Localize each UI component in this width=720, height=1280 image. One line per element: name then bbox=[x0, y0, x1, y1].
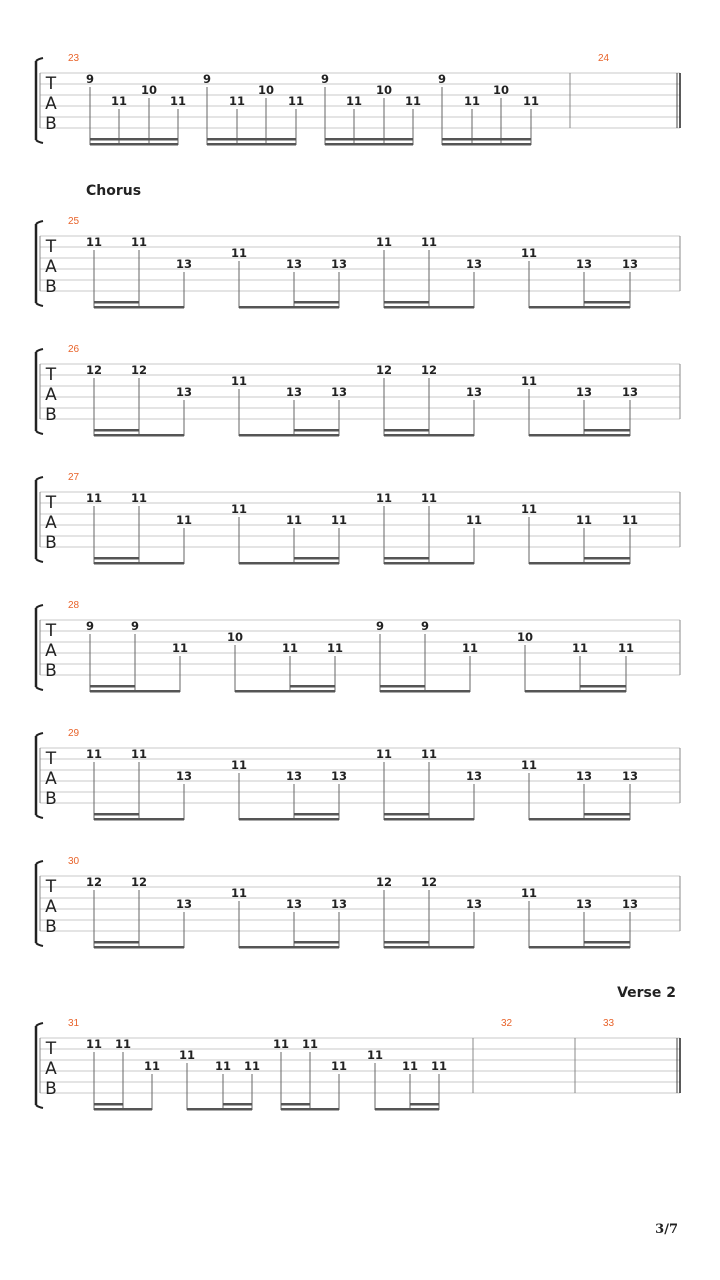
beam-secondary bbox=[584, 429, 630, 432]
fret-number: 13 bbox=[330, 257, 348, 271]
measure-number: 27 bbox=[68, 472, 80, 483]
beam-secondary bbox=[384, 301, 429, 304]
fret-number: 11 bbox=[230, 886, 248, 900]
fret-number: 13 bbox=[575, 385, 593, 399]
fret-number: 11 bbox=[330, 513, 348, 527]
beam-secondary bbox=[94, 1103, 123, 1106]
beam-primary bbox=[442, 143, 531, 146]
fret-number: 11 bbox=[230, 758, 248, 772]
measure-number: 31 bbox=[68, 1018, 80, 1029]
beam-secondary bbox=[94, 813, 139, 816]
fret-number: 10 bbox=[375, 83, 393, 97]
fret-number: 13 bbox=[175, 385, 193, 399]
fret-number: 9 bbox=[375, 619, 385, 633]
fret-number: 11 bbox=[345, 94, 363, 108]
fret-number: 11 bbox=[85, 491, 103, 505]
fret-number: 12 bbox=[130, 875, 148, 889]
beam-primary bbox=[281, 1108, 339, 1111]
fret-number: 12 bbox=[375, 363, 393, 377]
fret-number: 11 bbox=[520, 374, 538, 388]
tab-clef-letter: B bbox=[45, 277, 57, 297]
fret-number: 11 bbox=[214, 1059, 232, 1073]
tab-clef-letter: T bbox=[45, 74, 57, 94]
measure-number: 28 bbox=[68, 600, 80, 611]
fret-number: 9 bbox=[85, 72, 95, 86]
fret-number: 10 bbox=[140, 83, 158, 97]
fret-number: 11 bbox=[171, 641, 189, 655]
beam-primary bbox=[94, 434, 184, 437]
fret-number: 12 bbox=[375, 875, 393, 889]
fret-number: 11 bbox=[326, 641, 344, 655]
measure-number: 29 bbox=[68, 728, 80, 739]
beam-secondary bbox=[281, 1103, 310, 1106]
fret-number: 13 bbox=[330, 897, 348, 911]
bracket-hook-top bbox=[36, 349, 43, 352]
beam-primary bbox=[529, 946, 630, 949]
fret-number: 11 bbox=[401, 1059, 419, 1073]
fret-number: 11 bbox=[169, 94, 187, 108]
tab-clef-letter: T bbox=[45, 1039, 57, 1059]
beam-primary bbox=[94, 946, 184, 949]
tab-clef-letter: T bbox=[45, 621, 57, 641]
beam-primary bbox=[384, 818, 474, 821]
beam-primary bbox=[90, 690, 180, 693]
fret-number: 11 bbox=[463, 94, 481, 108]
fret-number: 11 bbox=[272, 1037, 290, 1051]
fret-number: 13 bbox=[575, 897, 593, 911]
fret-number: 9 bbox=[130, 619, 140, 633]
fret-number: 13 bbox=[465, 769, 483, 783]
beam-primary bbox=[239, 818, 339, 821]
bracket-hook-bottom bbox=[36, 140, 43, 143]
tab-clef-letter: A bbox=[45, 513, 57, 533]
section-label: Chorus bbox=[86, 183, 142, 199]
bracket-hook-top bbox=[36, 58, 43, 61]
fret-number: 9 bbox=[202, 72, 212, 86]
fret-number: 10 bbox=[492, 83, 510, 97]
beam-secondary bbox=[94, 301, 139, 304]
fret-number: 13 bbox=[285, 897, 303, 911]
fret-number: 9 bbox=[85, 619, 95, 633]
fret-number: 13 bbox=[575, 769, 593, 783]
beam-secondary bbox=[294, 301, 339, 304]
fret-number: 13 bbox=[575, 257, 593, 271]
beam-secondary bbox=[207, 138, 296, 141]
beam-primary bbox=[325, 143, 413, 146]
fret-number: 11 bbox=[130, 235, 148, 249]
tab-clef-letter: T bbox=[45, 237, 57, 257]
tab-clef-letter: A bbox=[45, 641, 57, 661]
fret-number: 12 bbox=[420, 875, 438, 889]
fret-number: 11 bbox=[420, 235, 438, 249]
fret-number: 11 bbox=[520, 758, 538, 772]
fret-number: 11 bbox=[571, 641, 589, 655]
tab-clef-letter: A bbox=[45, 257, 57, 277]
bracket-hook-bottom bbox=[36, 431, 43, 434]
beam-primary bbox=[384, 306, 474, 309]
beam-primary bbox=[187, 1108, 252, 1111]
beam-secondary bbox=[325, 138, 413, 141]
bracket-hook-top bbox=[36, 221, 43, 224]
bracket-hook-bottom bbox=[36, 687, 43, 690]
fret-number: 13 bbox=[285, 385, 303, 399]
fret-number: 11 bbox=[366, 1048, 384, 1062]
fret-number: 13 bbox=[465, 257, 483, 271]
bracket-hook-top bbox=[36, 1023, 43, 1026]
fret-number: 11 bbox=[522, 94, 540, 108]
beam-secondary bbox=[442, 138, 531, 141]
beam-primary bbox=[384, 434, 474, 437]
fret-number: 11 bbox=[375, 235, 393, 249]
fret-number: 13 bbox=[621, 769, 639, 783]
fret-number: 13 bbox=[465, 897, 483, 911]
fret-number: 10 bbox=[226, 630, 244, 644]
measure-number: 24 bbox=[598, 53, 610, 64]
fret-number: 11 bbox=[330, 1059, 348, 1073]
beam-primary bbox=[239, 562, 339, 565]
beam-secondary bbox=[380, 685, 425, 688]
beam-primary bbox=[529, 306, 630, 309]
fret-number: 11 bbox=[375, 491, 393, 505]
beam-primary bbox=[94, 562, 184, 565]
beam-secondary bbox=[294, 941, 339, 944]
section-label: Verse 2 bbox=[617, 985, 676, 1001]
bracket-hook-top bbox=[36, 477, 43, 480]
beam-primary bbox=[94, 306, 184, 309]
fret-number: 11 bbox=[285, 513, 303, 527]
beam-secondary bbox=[384, 941, 429, 944]
fret-number: 10 bbox=[516, 630, 534, 644]
fret-number: 11 bbox=[85, 747, 103, 761]
fret-number: 12 bbox=[85, 363, 103, 377]
fret-number: 12 bbox=[85, 875, 103, 889]
tab-clef-letter: T bbox=[45, 365, 57, 385]
fret-number: 13 bbox=[175, 257, 193, 271]
tab-clef-letter: A bbox=[45, 94, 57, 114]
beam-secondary bbox=[410, 1103, 439, 1106]
beam-primary bbox=[239, 434, 339, 437]
beam-primary bbox=[525, 690, 626, 693]
tab-clef-letter: B bbox=[45, 1079, 57, 1099]
beam-primary bbox=[375, 1108, 439, 1111]
fret-number: 11 bbox=[85, 1037, 103, 1051]
fret-number: 13 bbox=[330, 385, 348, 399]
fret-number: 11 bbox=[420, 747, 438, 761]
bracket-hook-bottom bbox=[36, 943, 43, 946]
fret-number: 11 bbox=[375, 747, 393, 761]
fret-number: 11 bbox=[621, 513, 639, 527]
beam-primary bbox=[235, 690, 335, 693]
fret-number: 11 bbox=[465, 513, 483, 527]
tab-clef-letter: T bbox=[45, 749, 57, 769]
beam-secondary bbox=[580, 685, 626, 688]
measure-number: 23 bbox=[68, 53, 80, 64]
beam-secondary bbox=[223, 1103, 252, 1106]
fret-number: 11 bbox=[520, 886, 538, 900]
fret-number: 11 bbox=[301, 1037, 319, 1051]
tab-clef-letter: B bbox=[45, 114, 57, 134]
beam-secondary bbox=[290, 685, 335, 688]
tab-clef-letter: B bbox=[45, 789, 57, 809]
tab-clef-letter: T bbox=[45, 877, 57, 897]
beam-secondary bbox=[94, 941, 139, 944]
fret-number: 13 bbox=[621, 897, 639, 911]
fret-number: 13 bbox=[621, 257, 639, 271]
bracket-hook-bottom bbox=[36, 303, 43, 306]
beam-secondary bbox=[90, 138, 178, 141]
beam-secondary bbox=[384, 813, 429, 816]
beam-primary bbox=[239, 306, 339, 309]
fret-number: 11 bbox=[85, 235, 103, 249]
fret-number: 11 bbox=[617, 641, 635, 655]
tab-clef-letter: A bbox=[45, 897, 57, 917]
bracket-hook-top bbox=[36, 733, 43, 736]
tab-clef-letter: A bbox=[45, 385, 57, 405]
fret-number: 12 bbox=[130, 363, 148, 377]
measure-number: 32 bbox=[501, 1018, 513, 1029]
beam-primary bbox=[380, 690, 470, 693]
bracket-hook-top bbox=[36, 861, 43, 864]
beam-primary bbox=[529, 434, 630, 437]
fret-number: 12 bbox=[420, 363, 438, 377]
tab-clef-letter: A bbox=[45, 769, 57, 789]
tab-clef-letter: T bbox=[45, 493, 57, 513]
beam-primary bbox=[94, 818, 184, 821]
fret-number: 11 bbox=[520, 246, 538, 260]
bracket-hook-bottom bbox=[36, 1105, 43, 1108]
fret-number: 11 bbox=[281, 641, 299, 655]
bracket-hook-bottom bbox=[36, 559, 43, 562]
fret-number: 11 bbox=[130, 491, 148, 505]
fret-number: 11 bbox=[404, 94, 422, 108]
beam-secondary bbox=[294, 557, 339, 560]
fret-number: 11 bbox=[230, 502, 248, 516]
beam-secondary bbox=[384, 557, 429, 560]
beam-primary bbox=[90, 143, 178, 146]
bracket-hook-bottom bbox=[36, 815, 43, 818]
fret-number: 11 bbox=[175, 513, 193, 527]
measure-number: 33 bbox=[603, 1018, 615, 1029]
tab-clef-letter: B bbox=[45, 661, 57, 681]
beam-primary bbox=[529, 562, 630, 565]
beam-primary bbox=[207, 143, 296, 146]
fret-number: 11 bbox=[114, 1037, 132, 1051]
fret-number: 13 bbox=[621, 385, 639, 399]
fret-number: 9 bbox=[437, 72, 447, 86]
fret-number: 11 bbox=[287, 94, 305, 108]
fret-number: 11 bbox=[575, 513, 593, 527]
fret-number: 13 bbox=[330, 769, 348, 783]
measure-number: 26 bbox=[68, 344, 80, 355]
measure-number: 30 bbox=[68, 856, 80, 867]
measure-number: 25 bbox=[68, 216, 80, 227]
bracket-hook-top bbox=[36, 605, 43, 608]
fret-number: 9 bbox=[420, 619, 430, 633]
beam-secondary bbox=[584, 557, 630, 560]
tab-clef-letter: B bbox=[45, 533, 57, 553]
fret-number: 10 bbox=[257, 83, 275, 97]
beam-secondary bbox=[384, 429, 429, 432]
beam-secondary bbox=[90, 685, 135, 688]
tab-clef-letter: A bbox=[45, 1059, 57, 1079]
beam-secondary bbox=[584, 941, 630, 944]
tab-clef-letter: B bbox=[45, 917, 57, 937]
fret-number: 11 bbox=[143, 1059, 161, 1073]
beam-primary bbox=[384, 562, 474, 565]
fret-number: 13 bbox=[285, 257, 303, 271]
fret-number: 11 bbox=[110, 94, 128, 108]
fret-number: 11 bbox=[178, 1048, 196, 1062]
fret-number: 11 bbox=[430, 1059, 448, 1073]
beam-secondary bbox=[294, 813, 339, 816]
fret-number: 13 bbox=[175, 769, 193, 783]
fret-number: 9 bbox=[320, 72, 330, 86]
page-number: 3/7 bbox=[655, 1222, 678, 1237]
beam-primary bbox=[239, 946, 339, 949]
fret-number: 11 bbox=[230, 246, 248, 260]
fret-number: 13 bbox=[465, 385, 483, 399]
beam-secondary bbox=[584, 301, 630, 304]
fret-number: 11 bbox=[520, 502, 538, 516]
beam-secondary bbox=[584, 813, 630, 816]
fret-number: 11 bbox=[230, 374, 248, 388]
beam-secondary bbox=[294, 429, 339, 432]
beam-primary bbox=[384, 946, 474, 949]
beam-primary bbox=[529, 818, 630, 821]
beam-primary bbox=[94, 1108, 152, 1111]
fret-number: 11 bbox=[228, 94, 246, 108]
fret-number: 11 bbox=[243, 1059, 261, 1073]
beam-secondary bbox=[94, 429, 139, 432]
fret-number: 13 bbox=[175, 897, 193, 911]
tab-clef-letter: B bbox=[45, 405, 57, 425]
fret-number: 13 bbox=[285, 769, 303, 783]
fret-number: 11 bbox=[420, 491, 438, 505]
beam-secondary bbox=[94, 557, 139, 560]
fret-number: 11 bbox=[130, 747, 148, 761]
fret-number: 11 bbox=[461, 641, 479, 655]
